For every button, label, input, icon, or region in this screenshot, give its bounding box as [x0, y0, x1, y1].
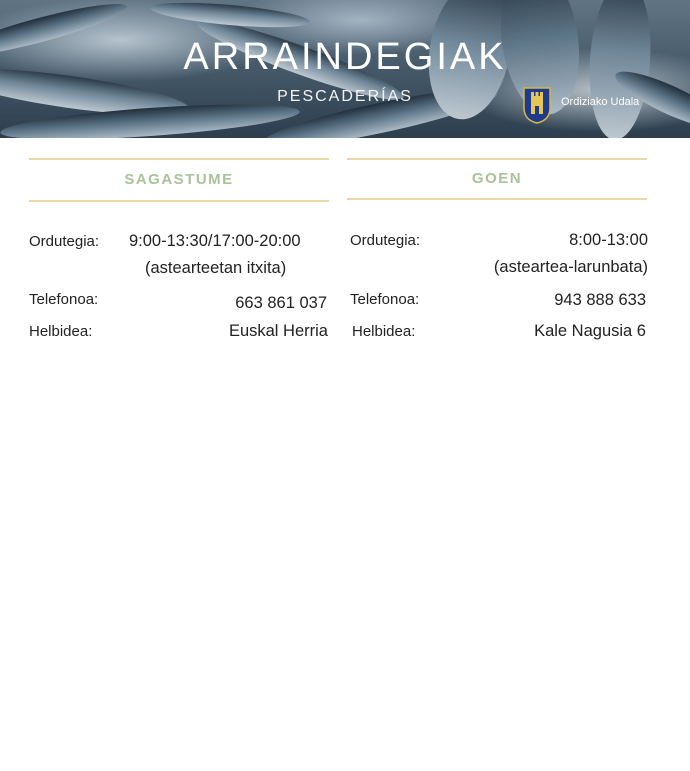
shop-name: GOEN [471, 170, 523, 187]
shop-name: SAGASTUME [124, 171, 234, 188]
phone-label: Telefonoa: [29, 291, 99, 308]
hours-note: (astearteetan itxita) [145, 259, 287, 277]
header-banner [0, 0, 690, 138]
hours-label: Ordutegia: [350, 232, 421, 249]
page-subtitle: PESCADERÍAS [277, 88, 413, 105]
shop-card-goen [347, 158, 647, 200]
town-shield-icon [522, 86, 552, 124]
address-label: Helbidea: [352, 323, 416, 340]
hours-value: 9:00-13:30/17:00-20:00 [129, 232, 301, 250]
address-label: Helbidea: [29, 323, 93, 340]
phone-label: Telefonoa: [350, 291, 420, 308]
hours-label: Ordutegia: [29, 233, 100, 250]
phone-value: 943 888 633 [554, 291, 646, 309]
address-value: Kale Nagusia 6 [534, 322, 646, 340]
town-logo-text: Ordiziako Udala [561, 96, 640, 108]
bottom-divider [347, 198, 647, 200]
hours-note: (asteartea-larunbata) [493, 258, 648, 276]
hours-value: 8:00-13:00 [569, 231, 648, 249]
page-title: ARRAINDEGIAK [183, 36, 507, 78]
bottom-divider [29, 200, 329, 202]
shop-card-sagastume [29, 158, 329, 202]
phone-value: 663 861 037 [235, 294, 327, 312]
address-value: Euskal Herria [228, 322, 328, 340]
